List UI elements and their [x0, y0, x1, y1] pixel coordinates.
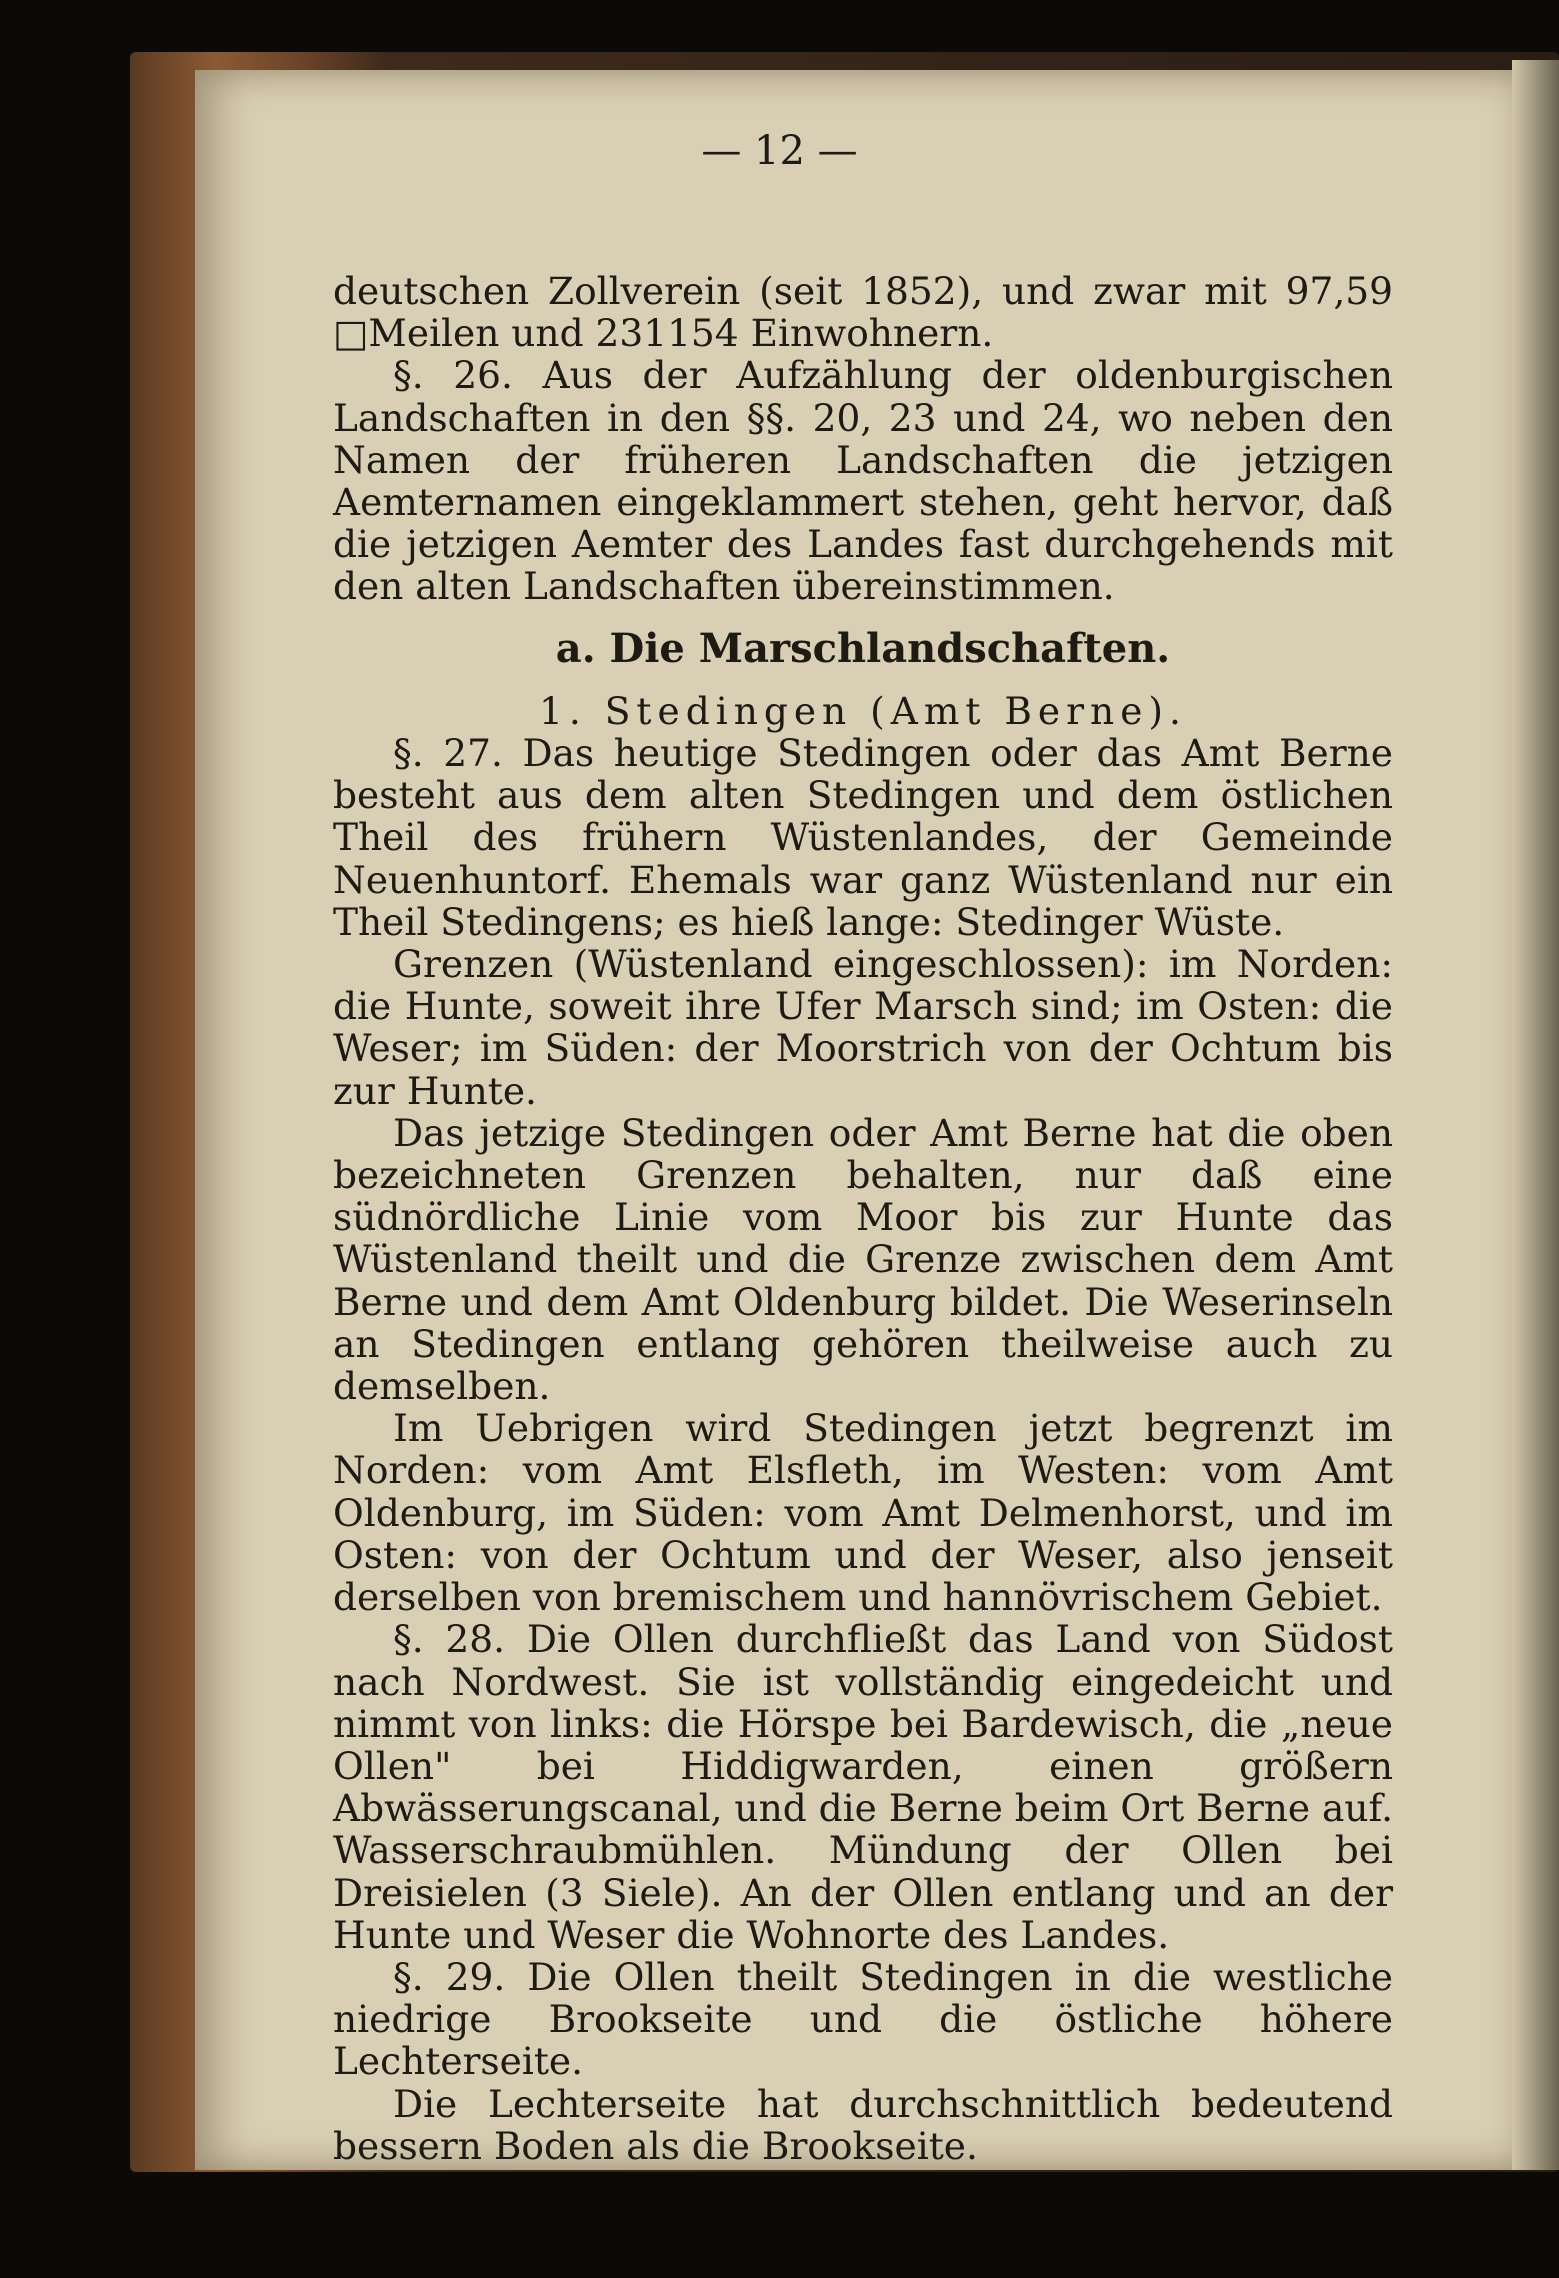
subsection-heading: 1. Stedingen (Amt Berne).	[539, 688, 1187, 733]
paragraph: deutschen Zollverein (seit 1852), und zwar mit 97,59 □Meilen und 231154 Einwohnern.	[333, 269, 1393, 356]
paragraph: §. 29. Die Ollen theilt Stedingen in die westliche niedrige Brookseite und die östliche höhere Lechterseite.	[333, 1954, 1393, 2084]
paragraph: §. 27. Das heutige Stedingen oder das Amt Berne besteht aus dem alten Stedingen und dem östlichen Theil des frühern Wüstenlandes, der Gemeinde Neuenhuntorf. Ehemals war ganz Wüstenland nur ein Theil Stedingens; es hieß lange: Stedinger Wüste.	[333, 731, 1393, 944]
page-number: — 12 —	[701, 128, 858, 174]
paragraph: Grenzen (Wüstenland eingeschlossen): im Norden: die Hunte, soweit ihre Ufer Marsch sind; im Osten: die Weser; im Süden: der Moorstrich von der Ochtum bis zur Hunte.	[333, 942, 1393, 1113]
paragraph: Das jetzige Stedingen oder Amt Berne hat die oben bezeichneten Grenzen behalten, nur daß eine südnördliche Linie vom Moor bis zur Hunte das Wüstenland theilt und die Grenze zwischen dem Amt Berne und dem Amt Oldenburg bildet. Die Weserinseln an Stedingen entlang gehören theilweise auch zu demselben.	[333, 1110, 1393, 1409]
paragraph: §. 26. Aus der Aufzählung der oldenburgischen Landschaften in den §§. 20, 23 und 24, wo neben den Namen der früheren Landschaften die jetzigen Aemternamen eingeklammert stehen, geht hervor, daß die jetzigen Aemter des Landes fast durchgehends mit den alten Landschaften übereinstimmen.	[333, 353, 1393, 609]
page-text	[333, 270, 1393, 2167]
paragraph: Im Uebrigen wird Stedingen jetzt begrenzt im Norden: vom Amt Elsfleth, im Westen: vom Amt Oldenburg, im Süden: vom Amt Delmenhorst, und im Osten: von der Ochtum und der Weser, also jenseit derselben von bremischem und hannövrischem Gebiet.	[333, 1406, 1393, 1620]
paragraph: §. 28. Die Ollen durchfließt das Land von Südost nach Nordwest. Sie ist vollständig eingedeicht und nimmt von links: die Hörspe bei Bardewisch, die „neue Ollen" bei Hiddigwarden, einen größern Abwässerungscanal, und die Berne beim Ort Berne auf. Wasserschraubmühlen. Mündung der Ollen bei Dreisielen (3 Siele). An der Ollen entlang und an der Hunte und Weser die Wohnorte des Landes.	[333, 1617, 1393, 1957]
paragraph: Die Lechterseite hat durchschnittlich bedeutend bessern Boden als die Brookseite.	[333, 2081, 1393, 2168]
section-heading: a. Die Marschlandschaften.	[555, 624, 1171, 672]
page-edge	[1512, 60, 1559, 2170]
